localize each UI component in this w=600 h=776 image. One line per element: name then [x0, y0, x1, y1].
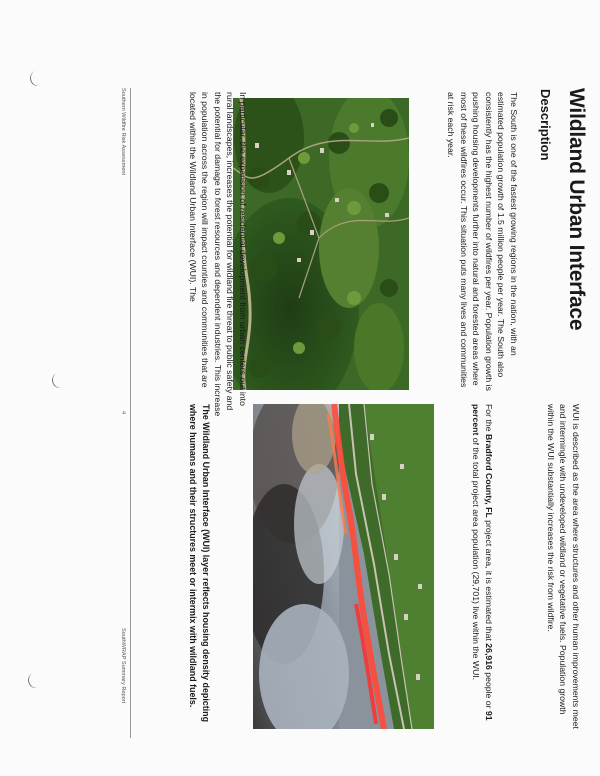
paragraph-project-area-statistic	[470, 404, 495, 729]
wildfire-aerial-photo	[253, 404, 434, 729]
stat-wui-population-percent: 91 percent	[471, 404, 494, 721]
footer-page-number: 4	[120, 411, 126, 415]
binder-hole-mark	[50, 370, 71, 391]
paragraph-expansion: In particular, the expansion of residential development from urban centers out into rural landscapes, increases the potential for wildland fire threat to public safety and the potential for damage to forest resources and dependent industries. This increase in population across the region will impact counties and communities that are located within the Wildland Urban Interface (WUI). The	[187, 92, 248, 417]
stat-text-pre: For the	[484, 404, 494, 434]
stat-text-post: of the total project area population (29,701) live within the WUI.	[471, 435, 482, 681]
stat-county-name: Bradford County, FL	[484, 433, 494, 518]
aerial-forest-photo	[233, 98, 409, 390]
footer-rule	[130, 88, 131, 738]
binder-hole-mark	[26, 670, 47, 691]
stat-text-mid: people or	[484, 669, 494, 711]
stat-wui-population-count: 26,916	[484, 643, 494, 670]
stat-text-mid: project area, it is estimated that	[484, 517, 494, 644]
footer-report-subtitle: SouthWRAP Summary Report	[120, 628, 126, 704]
rotated-page-content	[78, 88, 598, 740]
section-heading: Description	[538, 89, 553, 161]
map-layer-caption: The Wildland Urban Interface (WUI) layer reflects housing density depicting where humans and their structures meet or intermix with wildland fuels.	[188, 404, 211, 722]
paragraph-wui-definition: WUI is described as the area where structures and other human improvements meet and intermingle with undeveloped wildland or vegetative fuels. Population growth within the WUI substantially increases the risk from wildfire.	[545, 404, 581, 729]
paragraph-description: The South is one of the fastest growing regions in the nation, with an estimated population growth of 1.5 million people per year. The South also consistently has the highest number of wildfires per year. Population growth is pushing housing developments further into natural and forested areas where most of these wildfires occur. This situation puts many lives and communities at risk each year.	[446, 92, 519, 391]
binder-hole-mark	[28, 68, 49, 89]
footer-report-title: Southern Wildfire Risk Assessment	[120, 88, 126, 176]
page-title: Wildland Urban Interface	[565, 88, 588, 331]
